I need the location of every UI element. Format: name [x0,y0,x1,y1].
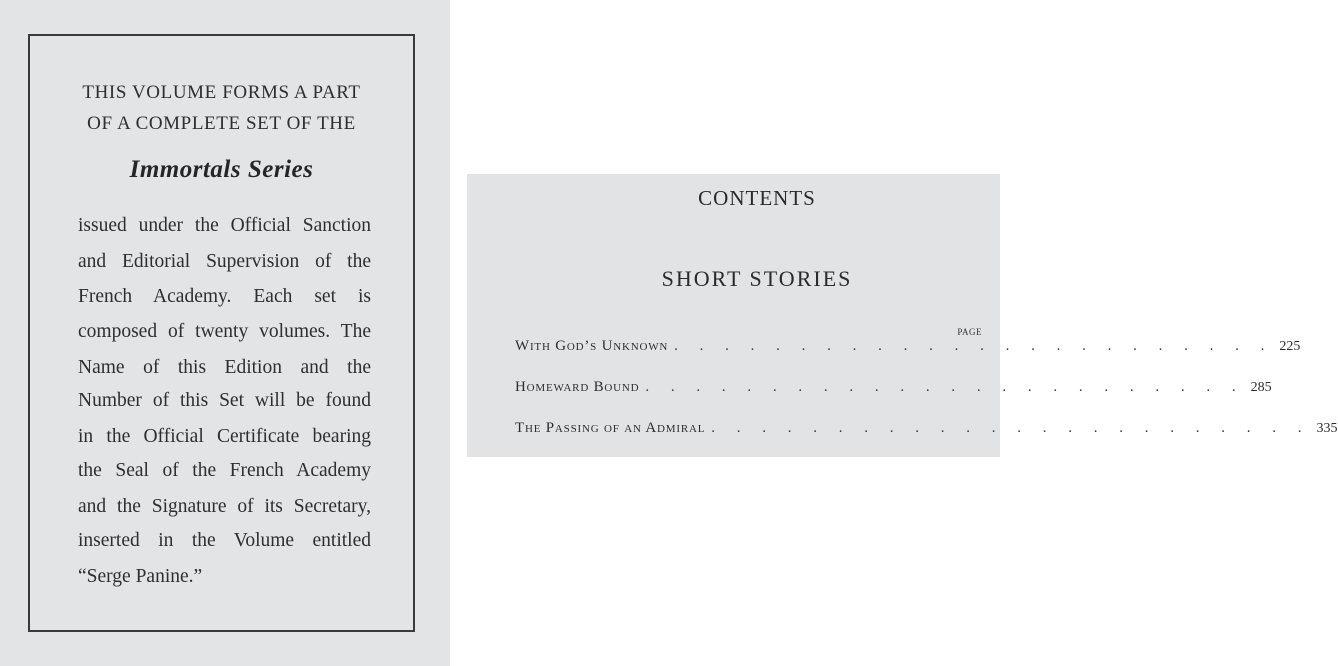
toc-entry [515,338,1301,360]
body-line-10: inserted in the Volume entitled [78,530,371,551]
body-line-8: the Seal of the French Academy [78,460,371,481]
body-line-11: “Serge Panine.” [78,566,203,587]
series-title: Immortals Series [129,156,314,183]
body-line-3: French Academy. Each set is [78,286,371,307]
body-line-5: Name of this Edition and the [78,357,371,378]
toc-entry-title: The Passing of an Admiral [515,420,706,436]
toc-entry-page: 335 [1316,421,1338,436]
contents-title: CONTENTS [698,186,816,210]
toc-entry-title: With God’s Unknown [515,338,669,354]
toc-leader-dots: . . . . . . . . . . . . . . . . . . . . . . . . [711,420,1311,436]
heading-line-1: THIS VOLUME FORMS A PART [82,82,361,103]
toc-leader-dots: . . . . . . . . . . . . . . . . . . . . . . . . [674,338,1274,354]
page-column-label: PAGE [957,327,982,337]
toc-leader-dots: . . . . . . . . . . . . . . . . . . . . . . . . [645,379,1245,395]
contents-page [467,174,1338,457]
toc-entry-page: 285 [1250,380,1272,395]
body-line-1: issued under the Official Sanction [78,215,371,236]
toc-entry [515,379,1272,401]
toc-entry-page: 225 [1279,339,1301,354]
body-line-7: in the Official Certificate bearing [78,426,371,447]
toc-entry [515,420,1338,442]
heading-line-2: OF A COMPLETE SET OF THE [87,113,356,134]
left-page [0,0,450,666]
body-line-4: composed of twenty volumes. The [78,321,371,342]
toc-entry-title: Homeward Bound [515,379,640,395]
body-line-6: Number of this Set will be found [78,390,371,411]
body-line-9: and the Signature of its Secretary, [78,496,371,517]
notice-frame [28,34,415,632]
body-line-2: and Editorial Supervision of the [78,251,371,272]
section-title: SHORT STORIES [661,266,853,291]
